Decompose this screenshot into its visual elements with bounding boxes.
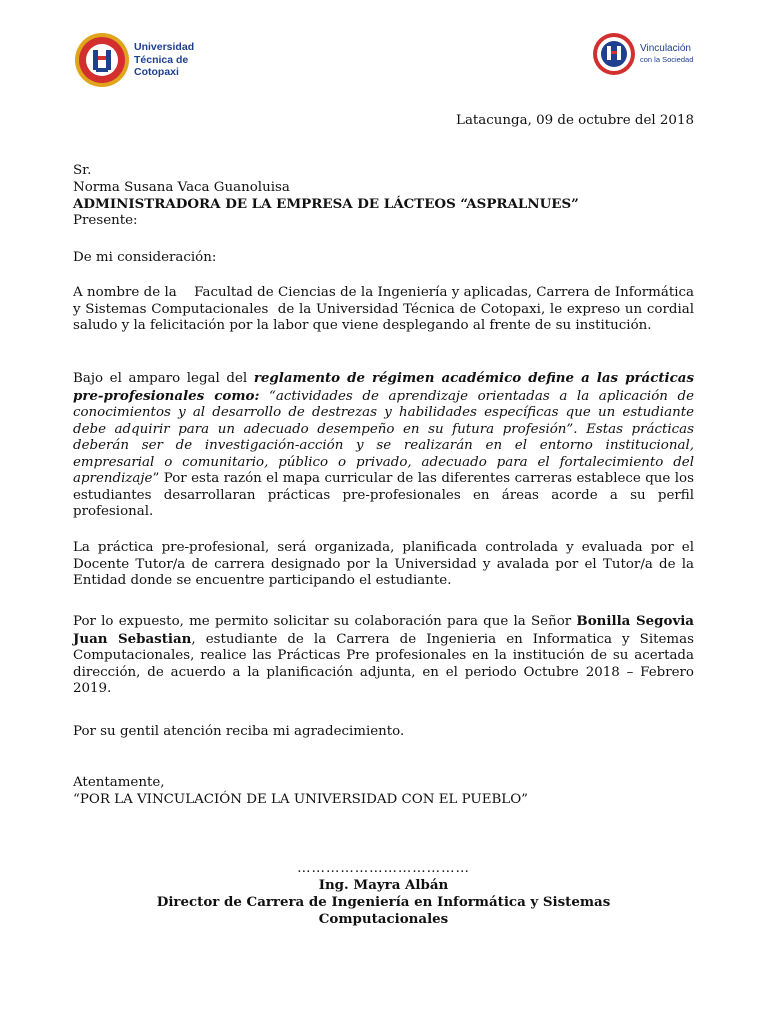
signer-title-line2: Computacionales [318, 911, 449, 927]
signature-block [73, 860, 694, 928]
paragraph-legal-rest: ” Por esta razón el mapa curricular de las diferentes carreras establece que los estudiantes desarrollaran prácticas pre-profesionales en áreas acorde a su perfil profesional. [73, 471, 694, 519]
student-name: Bonilla Segovia Juan Sebastian [73, 613, 694, 647]
paragraph-request-intro: Por lo expuesto, me permito solicitar su colaboración para que la Señor [73, 614, 577, 629]
greeting: De mi consideración: [73, 250, 217, 265]
signature-line: ……………………………… [297, 861, 470, 876]
recipient-title: ADMINISTRADORA DE LA EMPRESA DE LÁCTEOS “ASPRALNUES” [73, 196, 579, 212]
utc-logo-line: Cotopaxi [134, 66, 179, 79]
utc-logo-line: Técnica de [134, 53, 189, 66]
utc-logo-text [134, 41, 194, 79]
vinculacion-logo-subline: con la Sociedad [640, 55, 694, 64]
vinculacion-logo [592, 32, 693, 76]
salutation: Sr. [73, 163, 92, 178]
recipient-name: Norma Susana Vaca Guanoluisa [73, 179, 290, 195]
paragraph-intro-text: A nombre de la Facultad de Ciencias de la Ingeniería y aplicadas, Carrera de Informática y Sistemas Computacionales de la Universidad Técnica de Cotopaxi, le expreso un cordial saludo y la felicitación por la labor que viene desplegando al frente de su institución. [73, 285, 699, 333]
utc-logo [74, 32, 194, 88]
regulation-reference: reglamento de régimen académico define a las prácticas pre-profesionales como: [73, 370, 694, 404]
signer-name: Ing. Mayra Albán [318, 877, 449, 893]
vinculacion-logo-line: Vinculación [640, 43, 691, 54]
vinculacion-seal-icon [592, 32, 636, 76]
vinculacion-logo-text [640, 43, 693, 65]
paragraph-thanks: Por su gentil atención reciba mi agradecimiento. [73, 724, 405, 739]
closing: Atentamente, [73, 775, 165, 790]
utc-logo-line: Universidad [134, 41, 195, 54]
recipient-block [73, 163, 694, 229]
paragraph-legal-intro: Bajo el amparo legal del [73, 371, 254, 386]
regulation-quote: “actividades de aprendizaje orientadas a la aplicación de conocimientos y al desarrollo de destrezas y habilidades específicas que un estudiante debe adquirir para un adecuado desempeño en su futura profesión”. Estas prácticas deberán ser de investigación-acción y se realizarán en el entorno institucional, empresarial o comunitario, público o privado, adecuado para el fortalecimiento del aprendizaje [73, 388, 694, 486]
paragraph-practice [73, 540, 694, 590]
utc-seal-icon [74, 32, 130, 88]
paragraph-practice-text: La práctica pre-profesional, será organizada, planificada controlada y evaluada por el Docente Tutor/a de carrera designado por la Universidad y avalada por el Tutor/a de la Entidad donde se encuentre participando el estudiante. [73, 540, 694, 588]
signer-title-line1: Director de Carrera de Ingeniería en Informática y Sistemas [156, 894, 611, 910]
letter-date: Latacunga, 09 de octubre del 2018 [456, 113, 694, 128]
paragraph-legal [73, 370, 694, 521]
motto: “POR LA VINCULACIÓN DE LA UNIVERSIDAD CON EL PUEBLO” [73, 791, 529, 807]
paragraph-request [73, 613, 694, 698]
presente-label: Presente: [73, 212, 138, 228]
paragraph-request-rest: , estudiante de la Carrera de Ingenieria en Informatica y Sitemas Computacionales, realice las Prácticas Pre profesionales en la institución de su acertada dirección, de acuerdo a la planificación adjunta, en el periodo Octubre 2018 – Febrero 2019. [73, 631, 694, 696]
paragraph-intro [73, 285, 699, 335]
closing-block [73, 775, 694, 808]
